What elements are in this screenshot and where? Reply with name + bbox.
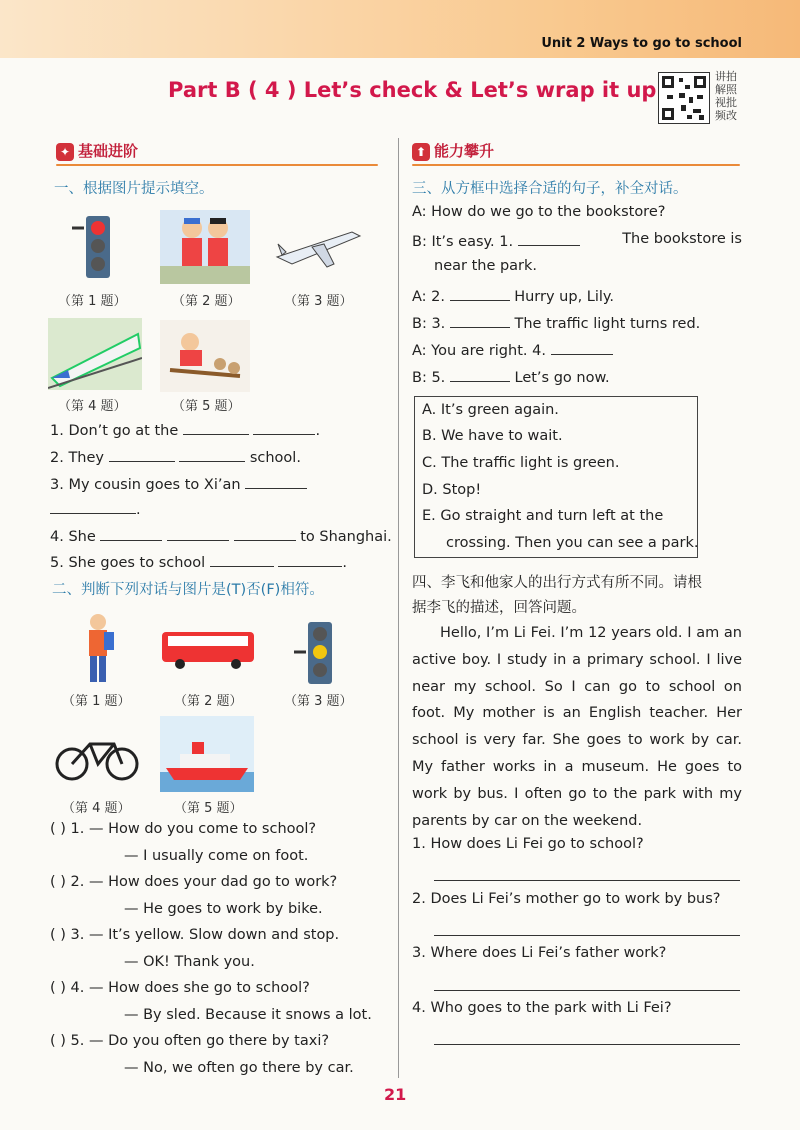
answer-blank[interactable] — [210, 552, 274, 567]
caption: （第 2 题） — [174, 694, 243, 709]
qr-code-icon[interactable] — [658, 72, 710, 124]
dialogue-text: A: You are right. 4. — [412, 343, 546, 359]
section-title: 能力攀升 — [434, 142, 495, 160]
question-5: 5. She goes to school . — [50, 552, 347, 571]
dialogue-line: — How does she go to school? — [88, 980, 310, 996]
dialogue-line — [412, 313, 700, 332]
bus-picture — [160, 628, 256, 674]
dialogue-line: — How do you come to school? — [88, 821, 317, 837]
answer-paren[interactable]: ( ) 2. — [50, 874, 85, 890]
children-walking-picture — [160, 210, 250, 284]
dialogue-text: The traffic light turns red. — [514, 316, 701, 332]
option-item: crossing. Then you can see a park. — [446, 535, 699, 551]
caption: （第 4 题） — [62, 801, 131, 816]
question-text: 1. Don’t go at the — [50, 423, 179, 439]
answer-line[interactable] — [434, 935, 740, 936]
caption: （第 2 题） — [172, 294, 241, 309]
caption: （第 5 题） — [174, 801, 243, 816]
dialogue-line: — I usually come on foot. — [124, 848, 309, 864]
dialogue-text: Let’s go now. — [514, 370, 610, 386]
ship-picture — [160, 716, 254, 792]
dialogue-line — [412, 286, 614, 305]
dialogue-line: — He goes to work by bike. — [124, 901, 323, 917]
answer-blank[interactable] — [518, 231, 580, 246]
answer-blank[interactable] — [245, 474, 307, 489]
dialogue-line: A: How do we go to the bookstore? — [412, 204, 666, 220]
option-item: C. The traffic light is green. — [422, 455, 620, 471]
passage-text: Hello, I’m Li Fei. I’m 12 years old. I am an active boy. I study in a primary school. I live near my school. So I can go to school on foot. My mother is an English teacher. Her school is very far. She goes to work by car. My father works in a museum. He goes to work by bus. I often go to the park with my parents by car on the weekend. — [412, 625, 742, 829]
caption: （第 1 题） — [62, 694, 131, 709]
answer-paren[interactable]: ( ) 4. — [50, 980, 85, 996]
answer-blank[interactable] — [183, 420, 249, 435]
answer-line[interactable] — [434, 1044, 740, 1045]
reading-question: 3. Where does Li Fei’s father work? — [412, 945, 667, 961]
question-4 — [50, 526, 392, 545]
answer-line[interactable] — [434, 880, 740, 881]
answer-blank[interactable] — [450, 313, 510, 328]
question-3 — [50, 474, 307, 493]
unit-label: Unit 2 Ways to go to school — [541, 36, 742, 51]
dialogue-line: — It’s yellow. Slow down and stop. — [88, 927, 340, 943]
train-picture — [48, 318, 142, 390]
answer-blank[interactable] — [167, 526, 229, 541]
bike-picture — [54, 726, 140, 786]
caption: （第 1 题） — [58, 294, 127, 309]
dialogue-text: A: 2. — [412, 289, 445, 305]
answer-paren[interactable]: ( ) 1. — [50, 821, 85, 837]
dialogue-line: — OK! Thank you. — [124, 954, 255, 970]
option-item: E. Go straight and turn left at the — [422, 508, 664, 524]
section-ability — [412, 140, 740, 166]
judge-item-4 — [50, 980, 310, 996]
part4-heading: 四、李飞和他家人的出行方式有所不同。请根 — [412, 575, 702, 591]
section-basic — [56, 140, 378, 166]
part1-heading: 一、根据图片提示填空。 — [54, 181, 214, 197]
dialogue-text: The bookstore is — [622, 231, 742, 247]
column-divider — [398, 138, 399, 1078]
part4-heading-cont: 据李飞的描述，回答问题。 — [412, 600, 586, 616]
option-item: B. We have to wait. — [422, 428, 563, 444]
answer-line[interactable] — [434, 990, 740, 991]
caption: （第 3 题） — [284, 694, 353, 709]
dialogue-line: — How does your dad go to work? — [88, 874, 338, 890]
reading-question: 4. Who goes to the park with Li Fei? — [412, 1000, 672, 1016]
answer-blank[interactable] — [234, 526, 296, 541]
yellow-traffic-light-picture — [292, 618, 347, 692]
answer-blank[interactable] — [100, 526, 162, 541]
question-2 — [50, 447, 301, 466]
part3-heading: 三、从方框中选择合适的句子，补全对话。 — [412, 181, 688, 197]
dialogue-line — [412, 340, 613, 359]
question-3-cont: . — [50, 499, 141, 518]
section-title: 基础进阶 — [78, 142, 139, 160]
part2-heading: 二、判断下列对话与图片是(T)否(F)相符。 — [52, 582, 324, 598]
question-text: 2. They — [50, 450, 104, 466]
question-text: 3. My cousin goes to Xi’an — [50, 477, 241, 493]
question-text: 5. She goes to school — [50, 555, 206, 571]
question-text: 4. She — [50, 529, 96, 545]
dialogue-line — [412, 231, 742, 250]
caption: （第 3 题） — [284, 294, 353, 309]
judge-item-3 — [50, 927, 339, 943]
judge-item-2 — [50, 874, 337, 890]
question-text: to Shanghai. — [300, 529, 392, 545]
options-box — [414, 396, 698, 558]
answer-blank[interactable] — [253, 420, 315, 435]
plane-picture — [272, 222, 362, 278]
reading-question: 1. How does Li Fei go to school? — [412, 836, 644, 852]
answer-blank[interactable] — [278, 552, 342, 567]
dialogue-line: — Do you often go there by taxi? — [88, 1033, 330, 1049]
answer-blank[interactable] — [450, 286, 510, 301]
dialogue-text: B: 3. — [412, 316, 446, 332]
dialogue-line — [412, 367, 610, 386]
judge-item-1 — [50, 821, 316, 837]
judge-item-5 — [50, 1033, 329, 1049]
dialogue-line: — No, we often go there by car. — [124, 1060, 354, 1076]
caption: （第 5 题） — [172, 399, 241, 414]
lightning-icon: ✦ — [56, 143, 74, 161]
option-item: D. Stop! — [422, 482, 482, 498]
dialogue-line: — By sled. Because it snows a lot. — [124, 1007, 372, 1023]
dialogue-text: B: It’s easy. 1. — [412, 234, 514, 250]
answer-blank[interactable] — [179, 447, 245, 462]
traffic-light-picture — [70, 212, 125, 286]
answer-paren[interactable]: ( ) 3. — [50, 927, 85, 943]
page-number: 21 — [384, 1085, 407, 1104]
answer-blank[interactable] — [50, 499, 136, 514]
climb-icon: ⬆ — [412, 143, 430, 161]
question-1: 1. Don’t go at the . — [50, 420, 320, 439]
sled-picture — [160, 320, 250, 392]
option-item: A. It’s green again. — [422, 402, 559, 418]
reading-passage — [412, 620, 742, 834]
answer-paren[interactable]: ( ) 5. — [50, 1033, 85, 1049]
dialogue-line: near the park. — [434, 258, 538, 274]
dialogue-text: B: 5. — [412, 370, 446, 386]
caption: （第 4 题） — [58, 399, 127, 414]
page-title: Part B ( 4 ) Let’s check & Let’s wrap it up — [168, 78, 657, 102]
dialogue-text: Hurry up, Lily. — [514, 289, 615, 305]
answer-blank[interactable] — [109, 447, 175, 462]
answer-blank[interactable] — [551, 340, 613, 355]
question-text: school. — [249, 450, 301, 466]
reading-question: 2. Does Li Fei’s mother go to work by bus? — [412, 891, 721, 907]
qr-label: 讲拍解照视批频改 — [715, 70, 737, 122]
walking-boy-picture — [78, 612, 118, 694]
answer-blank[interactable] — [450, 367, 510, 382]
